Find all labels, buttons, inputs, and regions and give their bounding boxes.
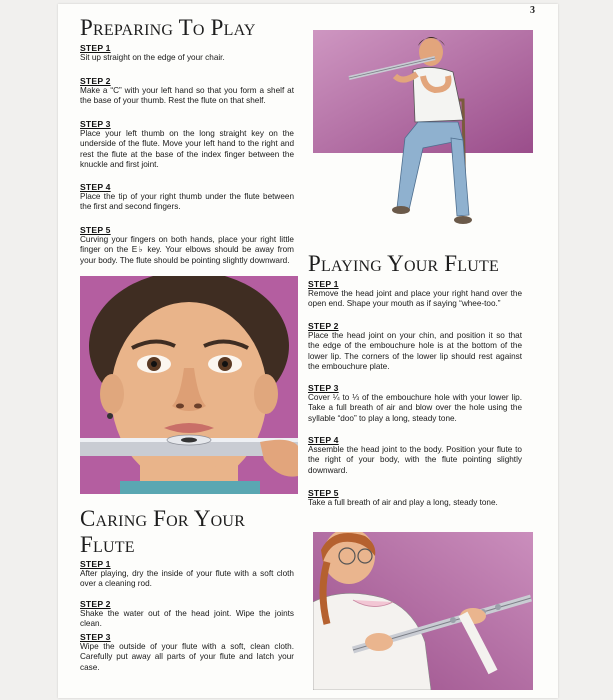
playing-step3-text: Cover ¼ to ⅓ of the embouchure hole with your lower lip. Take a full breath of air and blow over the hole using the syllable “doo” to play a long, steady tone. bbox=[308, 393, 522, 423]
caring-step1-label: STEP 1 bbox=[80, 559, 111, 569]
illustration-embouchure-closeup bbox=[80, 276, 298, 494]
heading-caring-line1: Caring For Your bbox=[80, 506, 246, 531]
preparing-step2-label: STEP 2 bbox=[80, 76, 111, 86]
playing-step2-text: Place the head joint on your chin, and position it so that the edge of the embouchure hole is at the bottom of the lower lip. The corners of the lower lip should rest against the embouchure plate. bbox=[308, 331, 522, 372]
playing-step4-label: STEP 4 bbox=[308, 435, 339, 445]
preparing-step3-text: Place your left thumb on the long straight key on the underside of the flute. Move your left hand to the right and rest the flute at the base of the index finger between the knuckle and first joint. bbox=[80, 129, 294, 170]
playing-step3-label: STEP 3 bbox=[308, 383, 339, 393]
preparing-step1-label: STEP 1 bbox=[80, 43, 111, 53]
playing-step5-text: Take a full breath of air and play a long, steady tone. bbox=[308, 498, 498, 507]
playing-step4-text: Assemble the head joint to the body. Position your flute to the right of your body, with the flute pointing slightly downward. bbox=[308, 445, 522, 475]
caring-step3-text: Wipe the outside of your flute with a soft, clean cloth. Carefully put away all parts of your flute and latch your case. bbox=[80, 642, 294, 672]
preparing-step1-text: Sit up straight on the edge of your chair. bbox=[80, 53, 225, 62]
caring-step2-label: STEP 2 bbox=[80, 599, 111, 609]
playing-step1-text: Remove the head joint and place your right hand over the open end. Shape your mouth as if saying “whee-too.” bbox=[308, 289, 522, 309]
preparing-step3-label: STEP 3 bbox=[80, 119, 111, 129]
caring-step2-text: Shake the water out of the head joint. Wipe the joints clean. bbox=[80, 609, 294, 629]
preparing-step5-text: Curving your fingers on both hands, place your right little finger on the E♭ key. Your elbows should be away from your body. The flute should be pointing slightly downward. bbox=[80, 235, 294, 265]
illustration-girl-with-flute bbox=[313, 532, 533, 690]
playing-step2-label: STEP 2 bbox=[308, 321, 339, 331]
playing-step1-label: STEP 1 bbox=[308, 279, 339, 289]
caring-step1-text: After playing, dry the inside of your flute with a soft cloth over a cleaning rod. bbox=[80, 569, 294, 589]
illustration-seated-flutist bbox=[313, 30, 533, 245]
heading-preparing-to-play: Preparing To Play bbox=[80, 15, 256, 40]
preparing-step4-label: STEP 4 bbox=[80, 182, 111, 192]
preparing-step4-text: Place the tip of your right thumb under the flute between the first and second fingers. bbox=[80, 192, 294, 212]
page-number: 3 bbox=[530, 5, 535, 16]
caring-step3-label: STEP 3 bbox=[80, 632, 111, 642]
playing-step5-label: STEP 5 bbox=[308, 488, 339, 498]
heading-caring-line2: Flute bbox=[80, 532, 135, 557]
heading-playing-your-flute: Playing Your Flute bbox=[308, 251, 499, 276]
preparing-step5-label: STEP 5 bbox=[80, 225, 111, 235]
preparing-step2-text: Make a “C” with your left hand so that you form a shelf at the base of your thumb. Rest the flute on that shelf. bbox=[80, 86, 294, 106]
